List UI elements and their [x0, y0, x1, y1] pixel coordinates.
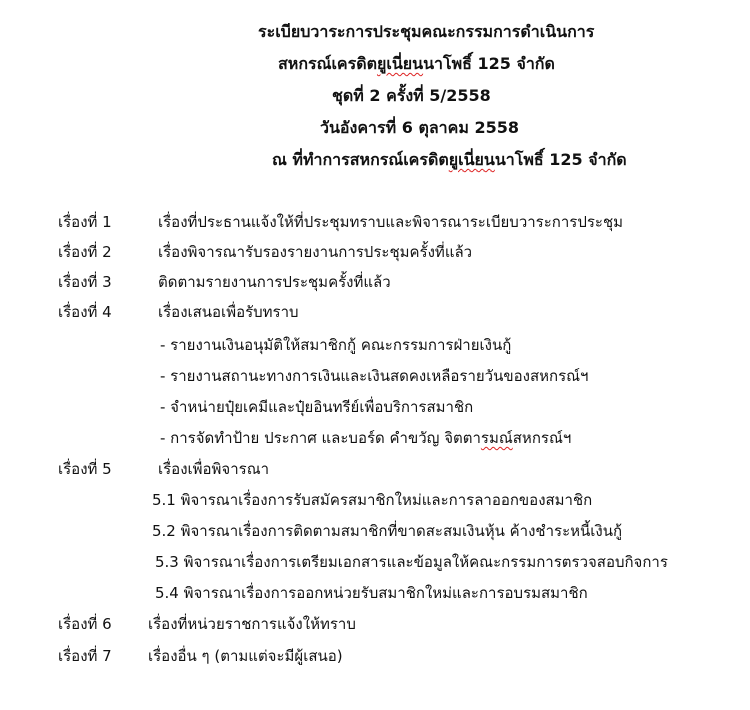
header-org-part-c: นาโพธิ์ 125 จำกัด — [423, 54, 555, 73]
agenda-4-sub-2: - รายงานสถานะทางการเงินและเงินสดคงเหลือรายวันของสหกรณ์ฯ — [160, 367, 589, 385]
header-date: วันอังคารที่ 6 ตุลาคม 2558 — [320, 118, 519, 137]
header-venue-part-c: นาโพธิ์ 125 จำกัด — [494, 150, 627, 169]
header-venue-part-a: ณ ที่ทำการสหกรณ์เครดิต — [272, 150, 449, 169]
agenda-5-sub-2: 5.2 พิจารณาเรื่องการติดตามสมาชิกที่ขาดสะสมเงินหุ้น ค้างชำระหนี้เงินกู้ — [152, 522, 623, 540]
header-org-part-a: สหกรณ์เครดิต — [278, 54, 377, 73]
agenda-item-topic: เรื่องที่ประธานแจ้งให้ที่ประชุมทราบและพิจารณาระเบียบวาระการประชุม — [158, 213, 624, 231]
header-org-part-b: ยูเนี่ยน — [376, 54, 424, 73]
agenda-4-sub-4 — [160, 427, 571, 449]
agenda-item-number: เรื่องที่ 5 — [58, 460, 112, 478]
agenda-item-number: เรื่องที่ 2 — [58, 243, 112, 261]
agenda-item-number: เรื่องที่ 3 — [58, 273, 112, 291]
agenda-4-sub-4-part-c: สหกรณ์ฯ — [512, 429, 572, 447]
agenda-item-number: เรื่องที่ 7 — [58, 647, 112, 665]
agenda-item-topic: เรื่องพิจารณารับรองรายงานการประชุมครั้งที่แล้ว — [158, 243, 473, 261]
agenda-item-number: เรื่องที่ 4 — [58, 303, 112, 321]
agenda-5-sub-3: 5.3 พิจารณาเรื่องการเตรียมเอกสารและข้อมูลให้คณะกรรมการตรวจสอบกิจการ — [155, 553, 668, 571]
agenda-item-topic: เรื่องที่หน่วยราชการแจ้งให้ทราบ — [148, 615, 356, 633]
agenda-4-sub-1: - รายงานเงินอนุมัติให้สมาชิกกู้ คณะกรรมการฝ่ายเงินกู้ — [160, 336, 512, 354]
agenda-4-sub-3: - จำหน่ายปุ๋ยเคมีและปุ๋ยอินทรีย์เพื่อบริการสมาชิก — [160, 398, 474, 416]
agenda-item-number: เรื่องที่ 1 — [58, 213, 112, 231]
agenda-4-sub-4-part-b: รมณ์ — [480, 429, 513, 447]
agenda-5-sub-4: 5.4 พิจารณาเรื่องการออกหน่วยรับสมาชิกใหม่และการอบรมสมาชิก — [155, 584, 588, 602]
header-venue-part-b: ยูเนี่ยน — [448, 150, 495, 169]
header-title: ระเบียบวาระการประชุมคณะกรรมการดำเนินการ — [258, 22, 595, 41]
agenda-item-number: เรื่องที่ 6 — [58, 615, 112, 633]
agenda-4-sub-4-part-a: - การจัดทำป้าย ประกาศ และบอร์ด คำขวัญ จิตตา — [160, 429, 481, 447]
agenda-item-topic: เรื่องเพื่อพิจารณา — [158, 460, 270, 478]
agenda-item-topic: เรื่องอื่น ๆ (ตามแต่จะมีผู้เสนอ) — [148, 647, 343, 665]
agenda-5-sub-1: 5.1 พิจารณาเรื่องการรับสมัครสมาชิกใหม่และการลาออกของสมาชิก — [152, 491, 593, 509]
agenda-item-topic: เรื่องเสนอเพื่อรับทราบ — [158, 303, 299, 321]
header-session: ชุดที่ 2 ครั้งที่ 5/2558 — [332, 86, 491, 105]
agenda-item-topic: ติดตามรายงานการประชุมครั้งที่แล้ว — [158, 273, 391, 291]
